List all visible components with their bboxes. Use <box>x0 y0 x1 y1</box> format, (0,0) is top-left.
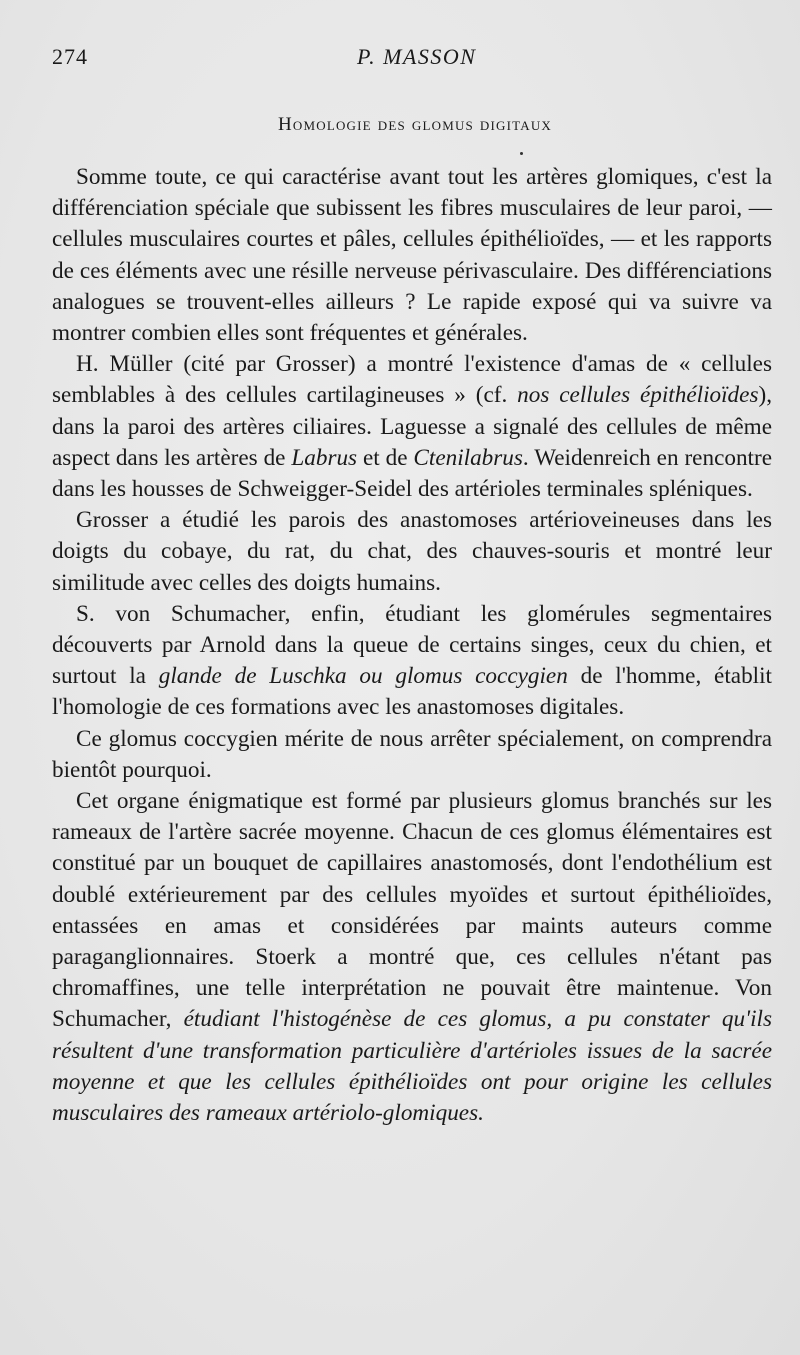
paragraph-text: Somme toute, ce qui caractérise avant tout les artères glomiques, c'est la différenciation spéciale que subissent les fibres musculaires de leur paroi, — cellules musculaires courtes et pâles, cellules épithélioïdes, — et les rapports de ces éléments avec une résille nerveuse périvasculaire. Des différenciations analogues se trouvent-elles ailleurs ? Le rapide exposé qui va suivre va montrer combien elles sont fréquentes et générales. <box>52 164 772 347</box>
section-heading: Homologie des glomus digitaux <box>277 114 553 135</box>
paragraph <box>52 786 772 1129</box>
paragraph-text: Cet organe énigmatique est formé par plusieurs glomus branchés sur les rameaux de l'artère sacrée moyenne. Chacun de ces glomus élémentaires est constitué par un bouquet de capillaires anastomosés, dont l'endothélium est doublé extérieurement par des cellules myoïdes et surtout épithélioïdes, entassées en amas et considérées par maints auteurs comme paraganglionnaires. Stoerk a montré que, ces cellules n'étant pas chromaffines, une telle interprétation ne pouvait être maintenue. Von Schumacher, <box>52 788 772 1033</box>
print-speck <box>520 152 523 155</box>
paragraph <box>52 162 772 349</box>
paragraph-text: S. von Schumacher, enfin, étudiant les glomérules segmentaires découverts par Arnold dans la queue de certains singes, ceux du chien, et surtout la <box>52 600 772 690</box>
paragraph-text: de l'homme, établit l'homologie de ces formations avec les anastomoses digitales. <box>52 663 772 721</box>
body-text <box>52 162 772 1129</box>
paragraph-text: . Weidenreich en rencontre dans les housses de Schweigger-Seidel des artérioles terminales spléniques. <box>52 444 772 503</box>
running-head <box>52 44 772 74</box>
italic-text: Ctenilabrus <box>413 444 523 471</box>
paragraph-text: et de <box>357 444 414 471</box>
paragraph-text: Ce glomus coccygien mérite de nous arrêter spécialement, on comprendra bientôt pourquoi. <box>52 725 772 783</box>
italic-text: Labrus <box>291 444 358 471</box>
italic-text: nos cellules épithélioïdes <box>517 382 759 409</box>
paragraph <box>52 505 772 599</box>
italic-text: étudiant l'histogénèse de ces glomus, a pu constater qu'ils résultent d'une transformation particulière d'artérioles issues de la sacrée moyenne et que les cellules épithélioïdes ont pour origine les cellules musculaires des rameaux artériolo-glomiques. <box>52 1006 772 1127</box>
paragraph-text: ), dans la paroi des artères ciliaires. Laguesse a signalé des cellules de même aspect dans les artères de <box>52 382 772 471</box>
paragraph-text: H. Müller (cité par Grosser) a montré l'existence d'amas de « cellules semblables à des cellules cartilagineuses » (cf. <box>52 351 772 409</box>
paragraph <box>52 349 772 505</box>
paragraph <box>52 724 772 786</box>
paragraph <box>52 599 772 724</box>
running-title: P. MASSON <box>357 44 477 69</box>
paragraph-text: Grosser a étudié les parois des anastomoses artérioveineuses dans les doigts du cobaye, du rat, du chat, des chauves-souris et montré leur similitude avec celles des doigts humains. <box>52 507 772 596</box>
page-number: 274 <box>52 44 88 69</box>
italic-text: glande de Luschka ou glomus coccygien <box>158 663 568 690</box>
